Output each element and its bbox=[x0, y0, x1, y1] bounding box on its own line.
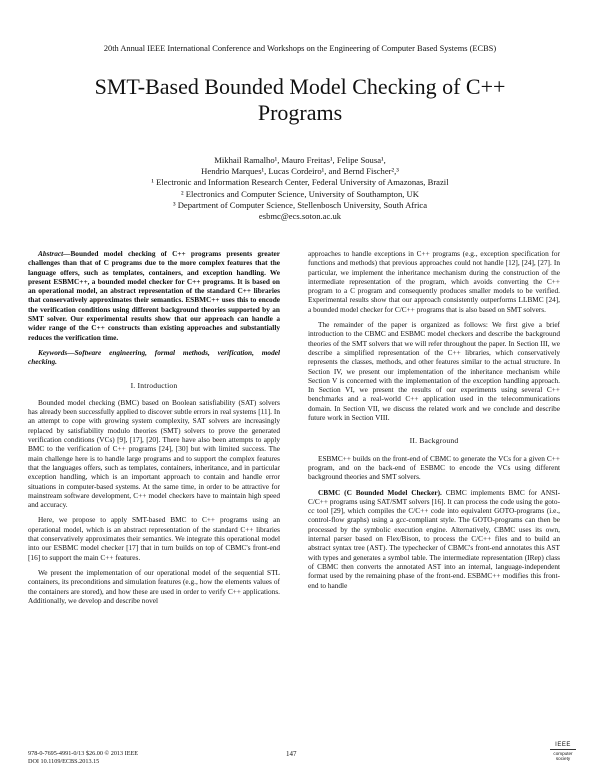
intro-paragraph-4: approaches to handle exceptions in C++ programs (e.g., exception specification for functions and methods) that previous approaches could not handle [12], [24], [27]. In particular, we implement the inheritance mechanism during the construction of the intermediate representation of the program, which avoids converting the C++ program to a C program and consequently produces smaller models to be verified. Experimental results show that our approach consistently outperforms LLBMC [24], a bounded model checker for C/C++ programs that is also based on SMT solvers. bbox=[308, 249, 560, 314]
background-paragraph-2 bbox=[308, 488, 560, 590]
keywords-label: Keywords— bbox=[38, 347, 75, 357]
author-block bbox=[0, 155, 600, 222]
logo-divider bbox=[550, 749, 576, 750]
copyright-footer bbox=[28, 750, 138, 766]
abstract bbox=[28, 249, 280, 342]
abstract-label: Abstract— bbox=[38, 249, 71, 258]
keywords bbox=[28, 348, 280, 367]
background-paragraph-1: ESBMC++ builds on the front-end of CBMC to generate the VCs for a given C++ program, and on the back-end of ESBMC to encode the VCs using different background theories and SMT solvers. bbox=[308, 453, 560, 482]
cbmc-paragraph-text: CBMC implements BMC for ANSI-C/C++ programs using SAT/SMT solvers [16]. It can process the code using the goto-cc tool [29], which compiles the C/C++ code into equivalent GOTO-programs (i.e., control-flow graphs) using a gcc-compliant style. The GOTO-programs can then be processed by the symbolic execution engine. Alternatively, CBMC uses its own, internal parser based on Flex/Bison, to process the C/C++ files and to build an abstract syntax tree (AST). The typechecker of CBMC's front-end annotates this AST with types and generates a symbol table. The intermediate representation (IRep) class of CBMC then converts the annotated AST into an internal, language-independent format used by the remaining phase of the front-end. ESBMC++ modifies this front-end to handle bbox=[308, 487, 561, 590]
isbn-price-line: 978-0-7695-4991-0/13 $26.00 © 2013 IEEE bbox=[28, 750, 139, 757]
right-column bbox=[308, 249, 560, 596]
page-number: 147 bbox=[286, 750, 297, 758]
intro-paragraph-5: The remainder of the paper is organized as follows: We first give a brief introduction to the CBMC and ESBMC model checkers and describe the background theories of the SMT solvers that we will refer throughout the paper. In Section III, we describe a simplified representation of the C++ libraries, which conservatively represents the classes, methods, and other features similar to the actual structure. In Section IV, we present our implementation of the inheritance mechanism while Section V is concerned with the implementation of the exception handling approach. In Section VI, we present the results of our experiments using several C++ benchmarks and a real-world C++ application used in the telecommunications domain. In Section VII, we discuss the related work and we conclude and describe future work in Section VIII. bbox=[308, 320, 560, 423]
ieee-computer-society-logo bbox=[548, 742, 578, 768]
logo-text-ieee: IEEE bbox=[555, 742, 571, 748]
author-names-line-2: Hendrio Marques¹, Lucas Cordeiro¹, and Bernd Fischer²,³ bbox=[201, 166, 399, 177]
affiliation-1: ¹ Electronic and Information Research Center, Federal University of Amazonas, Brazil bbox=[151, 177, 449, 188]
doi-line: DOI 10.1109/ECBS.2013.15 bbox=[28, 758, 100, 765]
intro-paragraph-2: Here, we propose to apply SMT-based BMC to C++ programs using an operational model, which is an abstract representation of the standard C++ libraries that conservatively approximates their semantics. We integrate this operational model into our ESBMC model checker [17] that in turn builds on top of CBMC's front-end [16] to support the main C++ features. bbox=[28, 515, 280, 562]
cbmc-runin-heading: CBMC (C Bounded Model Checker). bbox=[318, 487, 442, 497]
section-heading-introduction: I. Introduction bbox=[130, 380, 178, 390]
intro-paragraph-1: Bounded model checking (BMC) based on Boolean satisfiability (SAT) solvers has already been successfully applied to discover subtle errors in real systems [11]. In an attempt to cope with growing system complexity, SAT solvers are increasingly replaced by satisfiability modulo theories (SMT) solvers to prove the generated verification conditions (VCs) [9], [17], [20]. There have also been attempts to apply BMC to the verification of C++ programs [24], [30] but with limited success. The main challenge here is to handle large programs and to support the complex features that the languages offers, such as templates, containers, inheritance, and in particular exception handling, which is an important approach to contain and handle error situations in computer-based systems. At the same time, in order to be attractive for mainstream software development, C++ model checkers have to maintain high speed and accuracy. bbox=[28, 397, 280, 510]
keywords-text: Software engineering, formal methods, verification, model checking. bbox=[28, 347, 280, 367]
section-heading-background: II. Background bbox=[409, 436, 459, 446]
affiliation-2: ² Electronics and Computer Science, University of Southampton, UK bbox=[181, 188, 419, 199]
paper-title bbox=[0, 74, 600, 126]
contact-email: esbmc@ecs.soton.ac.uk bbox=[258, 211, 342, 222]
conference-header: 20th Annual IEEE International Conference and Workshops on the Engineering of Computer Based Systems (ECBS) bbox=[103, 44, 497, 53]
author-names-line-1: Mikhail Ramalho¹, Mauro Freitas¹, Felipe Sousa¹, bbox=[214, 155, 386, 165]
affiliation-3: ³ Department of Computer Science, Stellenbosch University, South Africa bbox=[172, 199, 428, 210]
title-line-2: Programs bbox=[257, 100, 343, 125]
intro-paragraph-3: We present the implementation of our operational model of the sequential STL containers, its preconditions and simulation features (e.g., how the elements values of the containers are stored), and how these are used in order to verify C++ applications. Additionally, we develop and describe novel bbox=[28, 567, 280, 605]
logo-text-society: computer society bbox=[553, 751, 573, 761]
abstract-text: Bounded model checking of C++ programs presents greater challenges than that of C programs due to the more complex features that the language offers, such as templates, containers, and exception handling. We present ESBMC++, a bounded model checker for C++ programs. It is based on an operational model, an abstract representation of the standard C++ libraries that conservatively approximates their semantics. ESBMC++ uses this to encode the verification conditions using different background theories supported by an SMT solver. Our experimental results show that our approach can handle a wider range of the C++ constructs than existing approaches and substantially reduces the verification time. bbox=[28, 249, 280, 342]
left-column bbox=[28, 249, 280, 611]
title-line-1: SMT-Based Bounded Model Checking of C++ bbox=[94, 74, 506, 99]
